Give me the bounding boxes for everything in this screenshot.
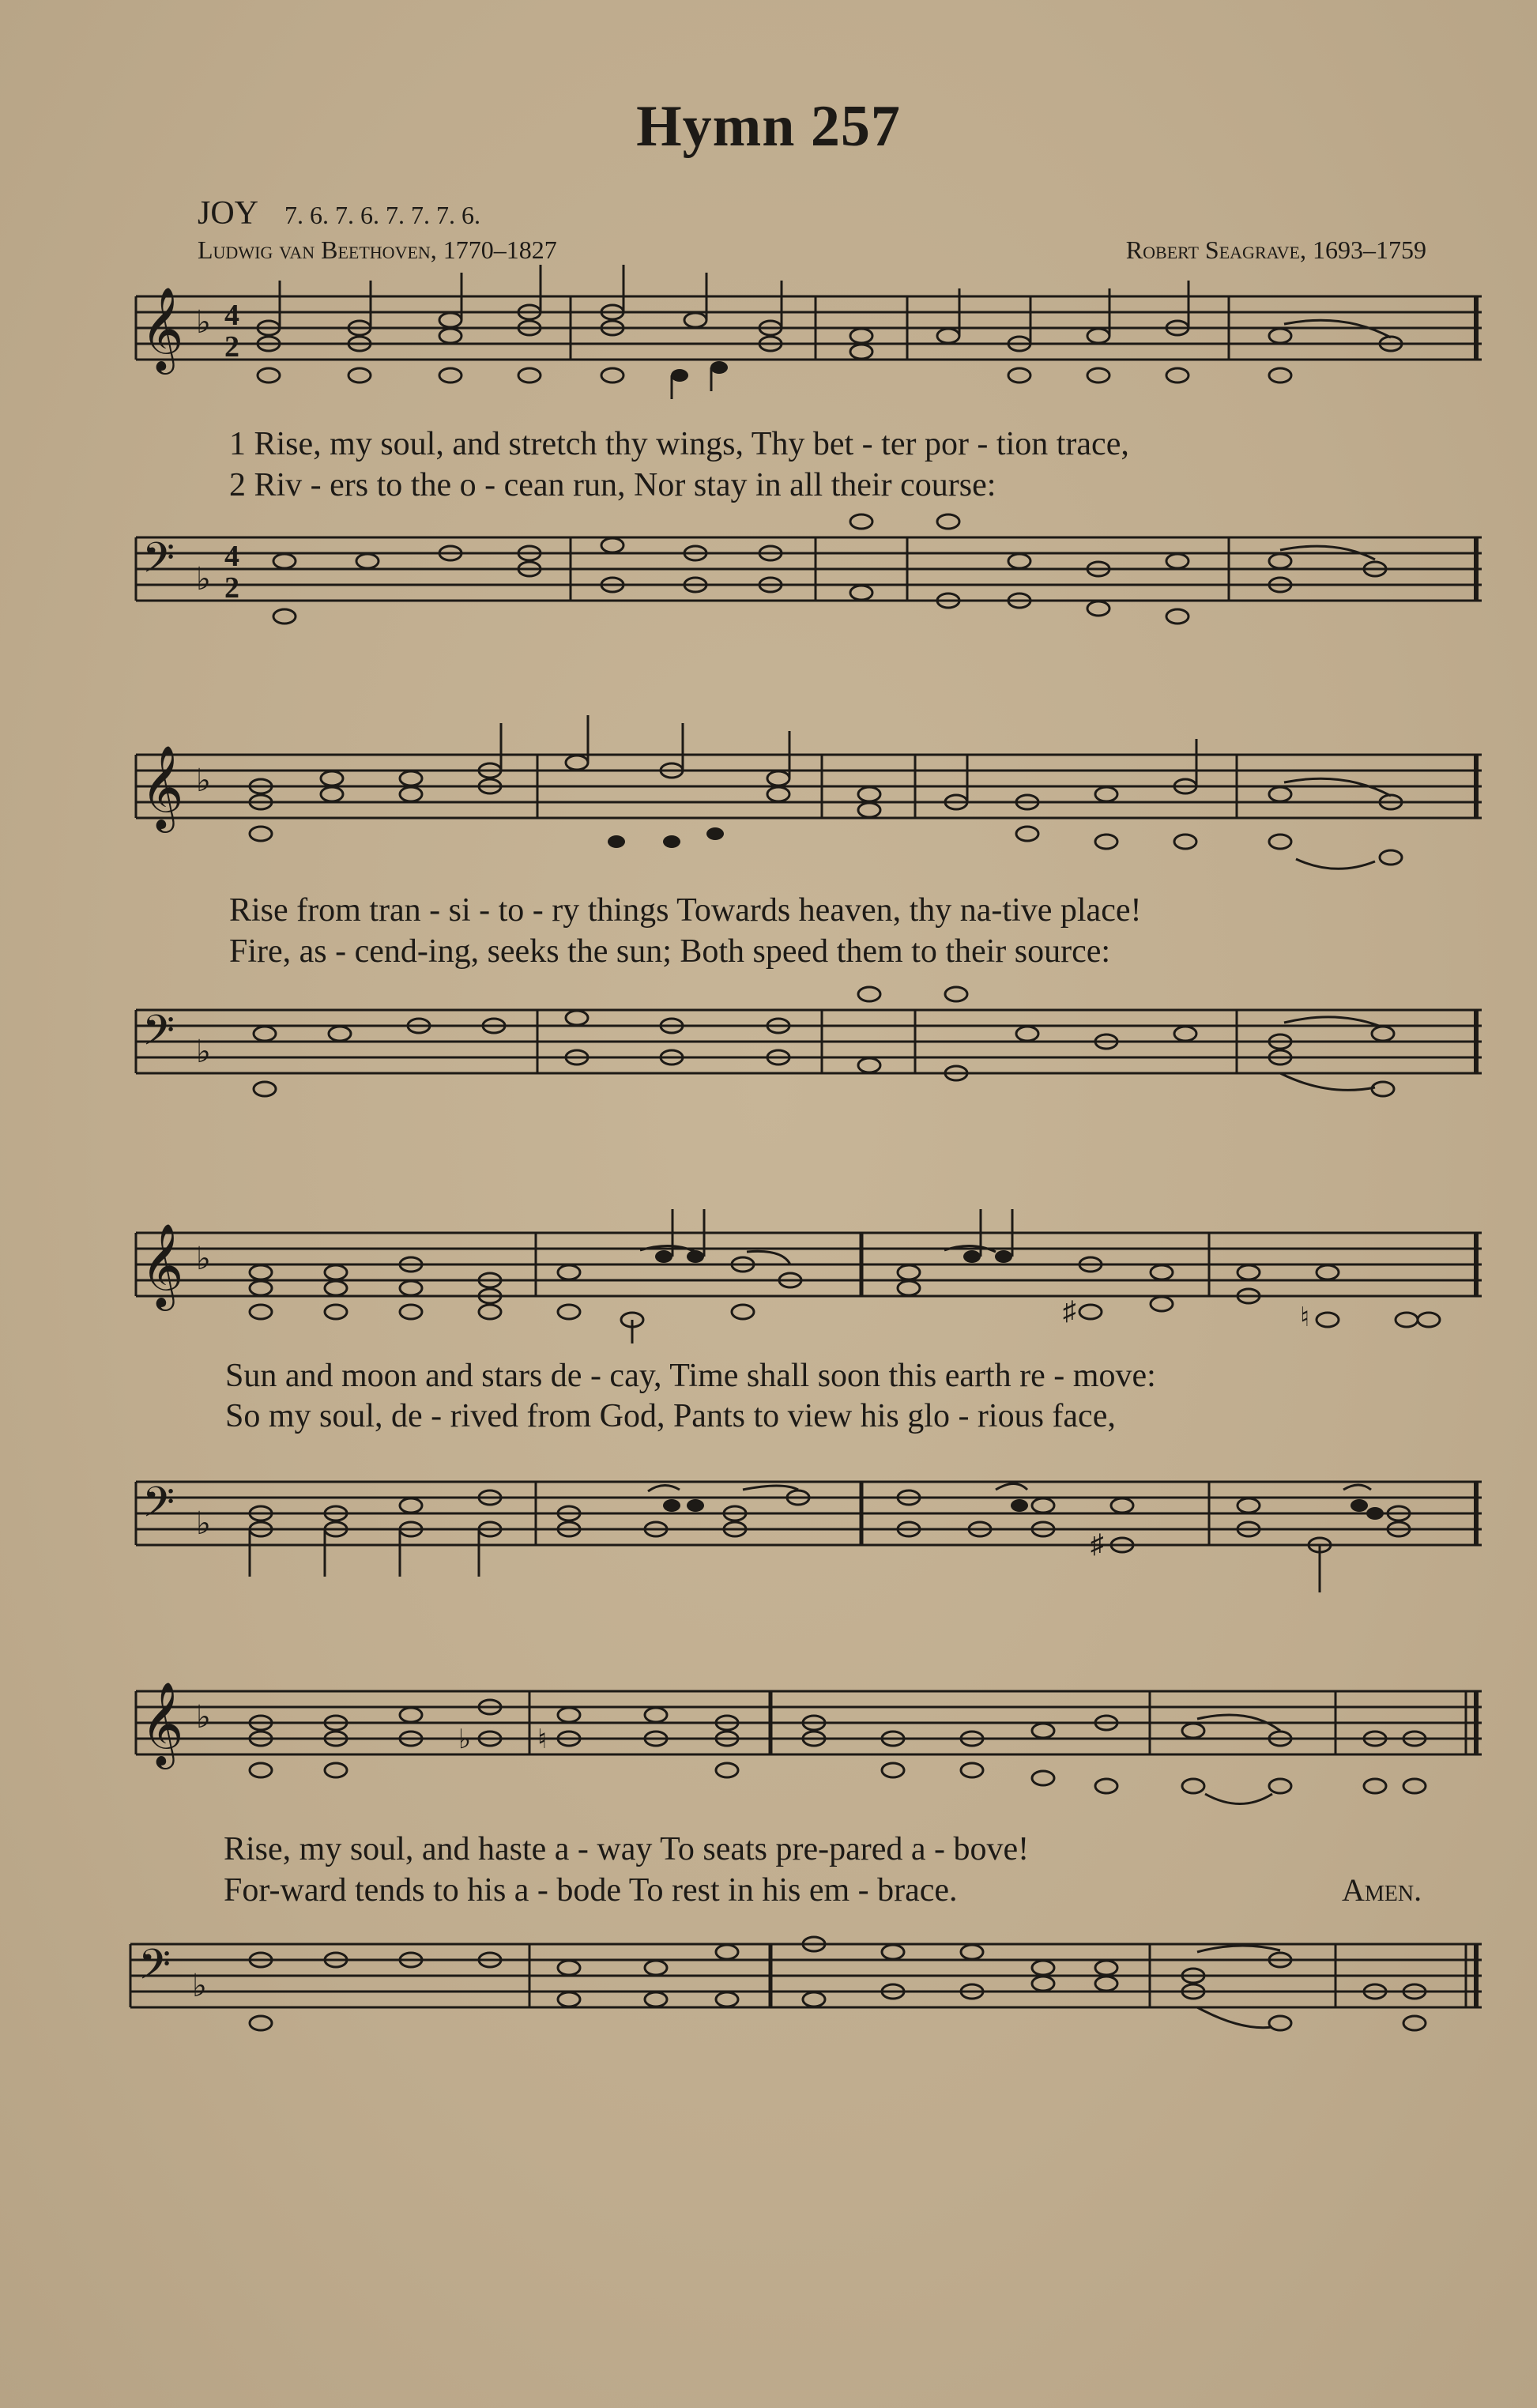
bass-clef-glyph: 𝄢 — [142, 534, 175, 593]
svg-text:♮: ♮ — [537, 1725, 548, 1754]
bass-key-flat-glyph: ♭ — [196, 1505, 211, 1542]
hymn-title: Hymn 257 — [636, 94, 901, 159]
tune-name: JOY — [198, 195, 258, 232]
time-signature-top: 4 — [224, 299, 239, 332]
key-flat-glyph: ♭ — [196, 763, 211, 799]
verse-1-line-system-2: Rise from tran - si - to - ry things Towards heaven, thy na-tive place! — [229, 892, 1142, 929]
tune-meter: 7. 6. 7. 6. 7. 7. 7. 6. — [284, 201, 480, 229]
treble-staff-system-1 — [0, 281, 1537, 407]
tune-line — [198, 194, 480, 232]
treble-staff-system-2 — [0, 739, 1537, 865]
bass-time-signature-bottom: 2 — [224, 571, 239, 605]
bass-key-flat-glyph: ♭ — [196, 1034, 211, 1070]
bass-staff-system-1 — [0, 522, 1537, 648]
treble-clef-glyph: 𝄞 — [141, 1681, 184, 1765]
treble-clef-glyph: 𝄞 — [141, 744, 184, 829]
svg-text:♭: ♭ — [458, 1725, 472, 1754]
verse-2-line-system-3: So my soul, de - rived from God, Pants to view his glo - rious face, — [225, 1398, 1116, 1434]
key-flat-glyph: ♭ — [196, 1241, 211, 1277]
verse-2-line-system-1: 2 Riv - ers to the o - cean run, Nor stay in all their course: — [229, 467, 996, 503]
verse-1-line-system-4: Rise, my soul, and haste a - way To seats pre-pared a - bove! — [224, 1831, 1030, 1867]
composer-credit: Ludwig van Beethoven, 1770–1827 — [198, 236, 557, 264]
bass-time-signature-top: 4 — [224, 540, 239, 573]
author-credit: Robert Seagrave, 1693–1759 — [1125, 236, 1426, 264]
verse-1-line-system-3: Sun and moon and stars de - cay, Time shall soon this earth re - move: — [225, 1358, 1156, 1394]
verse-2-line-system-2: Fire, as - cend-ing, seeks the sun; Both speed them to their source: — [229, 933, 1111, 970]
bass-key-flat-glyph: ♭ — [196, 561, 211, 597]
bass-staff-system-4 — [0, 1928, 1537, 2055]
bass-staff-system-3 — [0, 1466, 1537, 1592]
treble-clef-glyph: 𝄞 — [141, 1223, 184, 1307]
treble-clef-glyph: 𝄞 — [141, 286, 184, 371]
bass-clef-glyph: 𝄢 — [142, 1007, 175, 1065]
treble-staff-system-3 — [0, 1217, 1537, 1343]
bass-clef-glyph: 𝄢 — [142, 1479, 175, 1537]
amen-label: Amen. — [1342, 1872, 1422, 1908]
bass-key-flat-glyph: ♭ — [192, 1968, 207, 2004]
bass-staff-system-2 — [0, 994, 1537, 1121]
svg-text:♮: ♮ — [1300, 1303, 1310, 1332]
bass-clef-glyph: 𝄢 — [138, 1941, 171, 1999]
verse-2-line-system-4: For-ward tends to his a - bode To rest in his em - brace. — [224, 1872, 958, 1909]
verse-1-line-system-1: 1 Rise, my soul, and stretch thy wings, Thy bet - ter por - tion trace, — [229, 426, 1129, 462]
svg-text:♯: ♯ — [1091, 1530, 1104, 1559]
treble-staff-system-4 — [0, 1675, 1537, 1802]
time-signature-bottom: 2 — [224, 330, 239, 364]
svg-text:♯: ♯ — [1063, 1297, 1076, 1326]
key-flat-glyph: ♭ — [196, 304, 211, 341]
key-flat-glyph: ♭ — [196, 1699, 211, 1735]
